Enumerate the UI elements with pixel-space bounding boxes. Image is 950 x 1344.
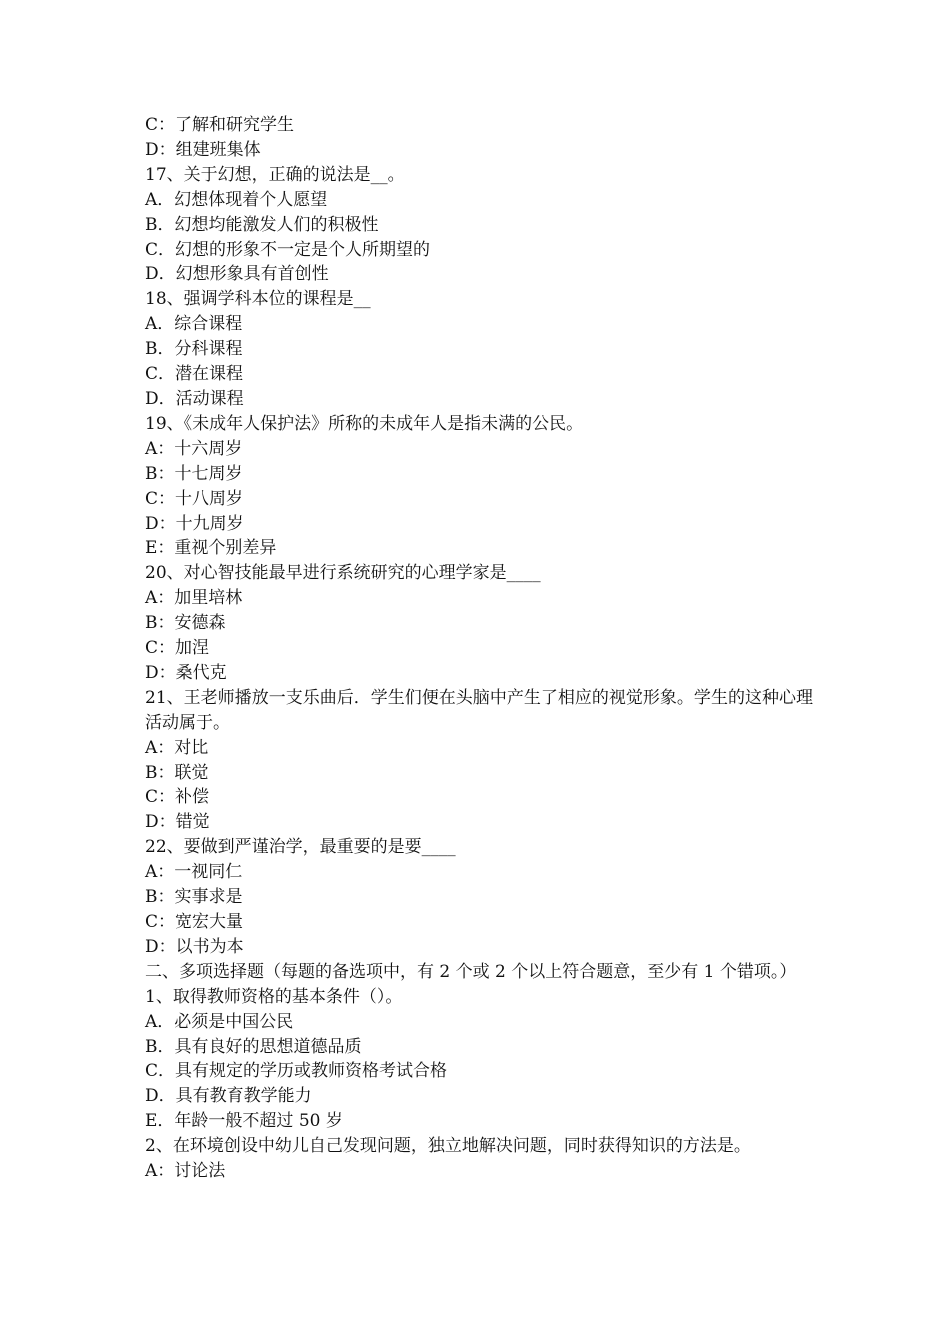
exam-text-body bbox=[145, 113, 813, 1184]
q20-option-b: B：安德森 bbox=[145, 613, 226, 634]
section-heading-multiple-choice: 二、多项选择题（每题的备选项中，有 2 个或 2 个以上符合题意，至少有 1 个错项。） bbox=[145, 961, 797, 982]
question-17: 17、关于幻想，正确的说法是__。 bbox=[145, 164, 405, 185]
option-c-line: C：了解和研究学生 bbox=[145, 115, 295, 135]
mc1-option-b: B．具有良好的思想道德品质 bbox=[145, 1036, 362, 1057]
q19-option-a: A：十六周岁 bbox=[145, 438, 243, 459]
q17-option-d: D．幻想形象具有首创性 bbox=[145, 264, 329, 285]
question-19: 19、《未成年人保护法》所称的未成年人是指未满的公民。 bbox=[145, 413, 584, 434]
q22-option-b: B：实事求是 bbox=[145, 887, 243, 908]
q17-option-b: B．幻想均能激发人们的积极性 bbox=[145, 214, 379, 235]
q17-option-a: A．幻想体现着个人愿望 bbox=[145, 189, 328, 210]
mc2-option-a: A：讨论法 bbox=[145, 1161, 226, 1182]
q21-option-d: D：错觉 bbox=[145, 812, 210, 833]
q20-option-d: D：桑代克 bbox=[145, 662, 227, 683]
q22-option-a: A：一视同仁 bbox=[145, 862, 243, 883]
q18-option-c: C．潜在课程 bbox=[145, 364, 244, 385]
question-18: 18、强调学科本位的课程是__ bbox=[145, 289, 371, 310]
mc-question-2: 2、在环境创设中幼儿自己发现问题，独立地解决问题，同时获得知识的方法是。 bbox=[145, 1136, 751, 1157]
mc1-option-a: A．必须是中国公民 bbox=[145, 1011, 294, 1032]
q20-option-a: A：加里培林 bbox=[145, 588, 243, 609]
q22-option-c: C：宽宏大量 bbox=[145, 912, 244, 932]
q19-option-e: E：重视个别差异 bbox=[145, 538, 277, 559]
q18-option-b: B．分科课程 bbox=[145, 339, 243, 360]
mc-question-1: 1、取得教师资格的基本条件（）。 bbox=[145, 986, 403, 1007]
q21-option-b: B：联觉 bbox=[145, 762, 209, 783]
q19-option-c: C：十八周岁 bbox=[145, 488, 244, 509]
question-20: 20、对心智技能最早进行系统研究的心理学家是____ bbox=[145, 563, 541, 584]
q20-option-c: C：加涅 bbox=[145, 638, 210, 659]
q19-option-b: B：十七周岁 bbox=[145, 463, 243, 484]
q18-option-d: D．活动课程 bbox=[145, 388, 244, 409]
q18-option-a: A．综合课程 bbox=[145, 314, 243, 335]
q21-option-c: C：补偿 bbox=[145, 787, 210, 808]
mc1-option-e: E．年龄一般不超过 50 岁 bbox=[145, 1111, 343, 1132]
q21-option-a: A：对比 bbox=[145, 737, 209, 758]
question-21: 21、王老师播放一支乐曲后．学生们便在头脑中产生了相应的视觉形象。学生的这种心理活动属于。 bbox=[145, 687, 813, 733]
q17-option-c: C．幻想的形象不一定是个人所期望的 bbox=[145, 239, 431, 260]
q19-option-d: D：十九周岁 bbox=[145, 513, 244, 534]
question-22: 22、要做到严谨治学，最重要的是要____ bbox=[145, 837, 456, 858]
mc1-option-c: C．具有规定的学历或教师资格考试合格 bbox=[145, 1061, 448, 1082]
option-d-line: D：组建班集体 bbox=[145, 139, 261, 160]
mc1-option-d: D．具有教育教学能力 bbox=[145, 1086, 312, 1107]
q22-option-d: D：以书为本 bbox=[145, 936, 244, 957]
